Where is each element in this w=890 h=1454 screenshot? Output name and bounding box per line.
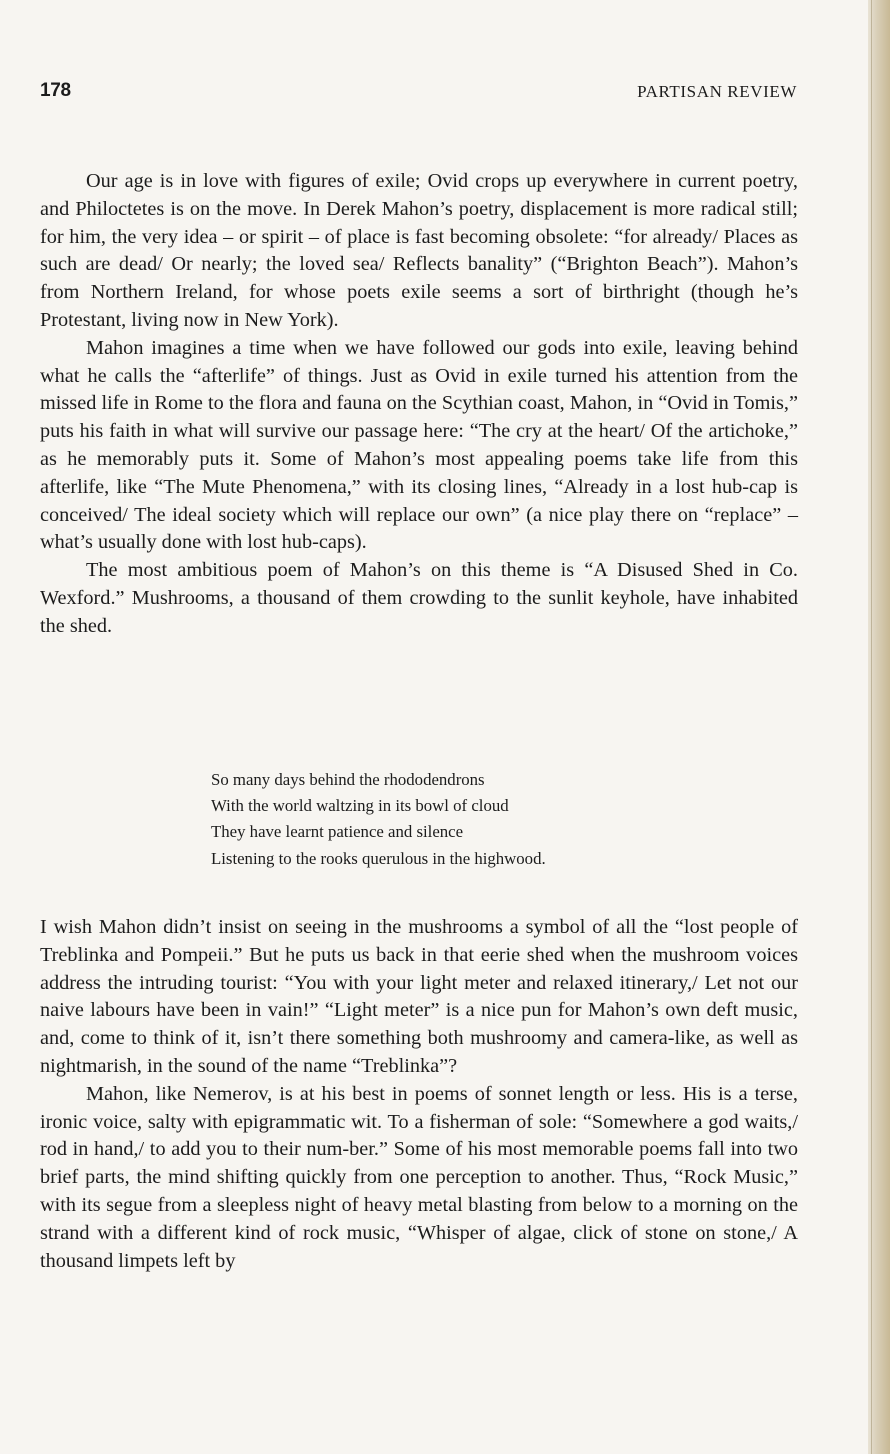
paragraph: Our age is in love with figures of exile; Ovid crops up everywhere in current poetry, and Philoctetes is on the move. In Derek Mahon’s poetry, displacement is more radical still; for him, the very idea – or spirit – of place is fast becoming obsolete: “for already/ Places as such are dead/ Or nearly; the loved sea/ Reflects banality” (“Brighton Beach”). Mahon’s from Northern Ireland, for whose poets exile seems a sort of birthright (though he’s Protestant, living now in New York). xyxy=(40,170,798,331)
paragraph: The most ambitious poem of Mahon’s on this theme is “A Disused Shed in Co. Wexford.” Mushrooms, a thousand of them crowding to the sunlit keyhole, have inhabited the shed. xyxy=(40,559,798,637)
verse-quotation xyxy=(211,767,731,872)
paragraph: I wish Mahon didn’t insist on seeing in the mushrooms a symbol of all the “lost people of Treblinka and Pompeii.” But he puts us back in that eerie shed when the mushroom voices address the intruding tourist: “You with your light meter and relaxed itinerary,/ Let not our naive labours have been in vain!” “Light meter” is a nice pun for Mahon’s own deft music, and, come to think of it, isn’t there something both mushroomy and camera-like, as well as nightmarish, in the sound of the name “Treblinka”? xyxy=(40,916,798,1077)
paragraph: Mahon imagines a time when we have followed our gods into exile, leaving behind what he calls the “afterlife” of things. Just as Ovid in exile turned his attention from the missed life in Rome to the flora and fauna on the Scythian coast, Mahon, in “Ovid in Tomis,” puts his faith in what will survive our passage here: “The cry at the heart/ Of the artichoke,” as he memorably puts it. Some of Mahon’s most appealing poems take life from this afterlife, like “The Mute Phenomena,” with its closing lines, “Already in a lost hub-cap is conceived/ The ideal society which will replace our own” (a nice play there on “replace” – what’s usually done with lost hub-caps). xyxy=(40,336,798,554)
page-edge-shadow xyxy=(868,0,890,1454)
text-block-after-verse xyxy=(40,914,798,1275)
verse-line: They have learnt patience and silence xyxy=(211,822,464,842)
running-head: PARTISAN REVIEW xyxy=(637,82,797,101)
verse-line: With the world waltzing in its bowl of cloud xyxy=(211,796,509,816)
page-number: 178 xyxy=(40,80,71,101)
verse-line: Listening to the rooks querulous in the highwood. xyxy=(211,848,546,868)
page-header xyxy=(40,80,797,110)
paragraph: Mahon, like Nemerov, is at his best in poems of sonnet length or less. His is a terse, ironic voice, salty with epigrammatic wit. To a fisherman of sole: “Somewhere a god waits,/ rod in hand,/ to add you to their num-ber.” Some of his most memorable poems fall into two brief parts, the mind shifting quickly from one perception to another. Thus, “Rock Music,” with its segue from a sleepless night of heavy metal blasting from below to a morning on the strand with a different kind of rock music, “Whisper of algae, click of stone on stone,/ A thousand limpets left by xyxy=(40,1082,798,1272)
text-block-before-verse xyxy=(40,168,798,641)
verse-line: So many days behind the rhododendrons xyxy=(211,770,485,789)
